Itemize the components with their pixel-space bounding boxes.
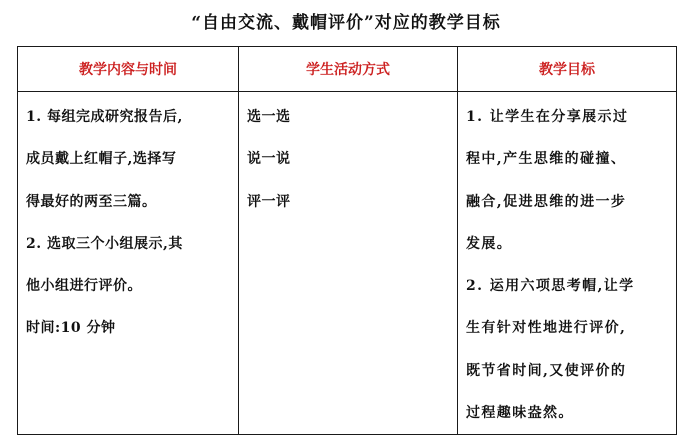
objective-line: 2. 运用六项思考帽,让学 bbox=[466, 278, 635, 295]
activity-line: 说一说 bbox=[247, 151, 291, 168]
header-student-activity: 学生活动方式 bbox=[239, 47, 458, 92]
content-line: 成员戴上红帽子,选择写 bbox=[26, 151, 177, 168]
objective-line: 程中,产生思维的碰撞、 bbox=[466, 151, 627, 168]
content-cell bbox=[18, 92, 239, 435]
table-header-row bbox=[18, 47, 677, 92]
objectives-table bbox=[17, 46, 677, 435]
activity-line: 评一评 bbox=[247, 193, 291, 210]
activity-line: 选一选 bbox=[247, 109, 291, 125]
table-row bbox=[18, 92, 677, 435]
objective-line: 1. 让学生在分享展示过 bbox=[466, 109, 629, 125]
activity-cell bbox=[239, 92, 458, 435]
objectives-cell bbox=[458, 92, 677, 435]
content-line: 他小组进行评价。 bbox=[26, 278, 142, 295]
content-line: 1. 每组完成研究报告后, bbox=[26, 109, 183, 125]
content-line: 2. 选取三个小组展示,其 bbox=[26, 235, 183, 252]
objective-line: 生有针对性地进行评价, bbox=[466, 320, 627, 337]
objective-line: 过程趣味盎然。 bbox=[466, 405, 574, 422]
objective-line: 融合,促进思维的进一步 bbox=[466, 193, 627, 210]
content-line: 得最好的两至三篇。 bbox=[26, 193, 157, 210]
header-content-time: 教学内容与时间 bbox=[18, 47, 239, 92]
document-title: “自由交流、戴帽评价”对应的教学目标 bbox=[191, 13, 501, 33]
content-line: 时间:10 分钟 bbox=[26, 320, 116, 337]
objective-line: 既节省时间,又使评价的 bbox=[466, 362, 627, 379]
header-teaching-objectives: 教学目标 bbox=[458, 47, 677, 92]
objective-line: 发展。 bbox=[466, 235, 513, 252]
